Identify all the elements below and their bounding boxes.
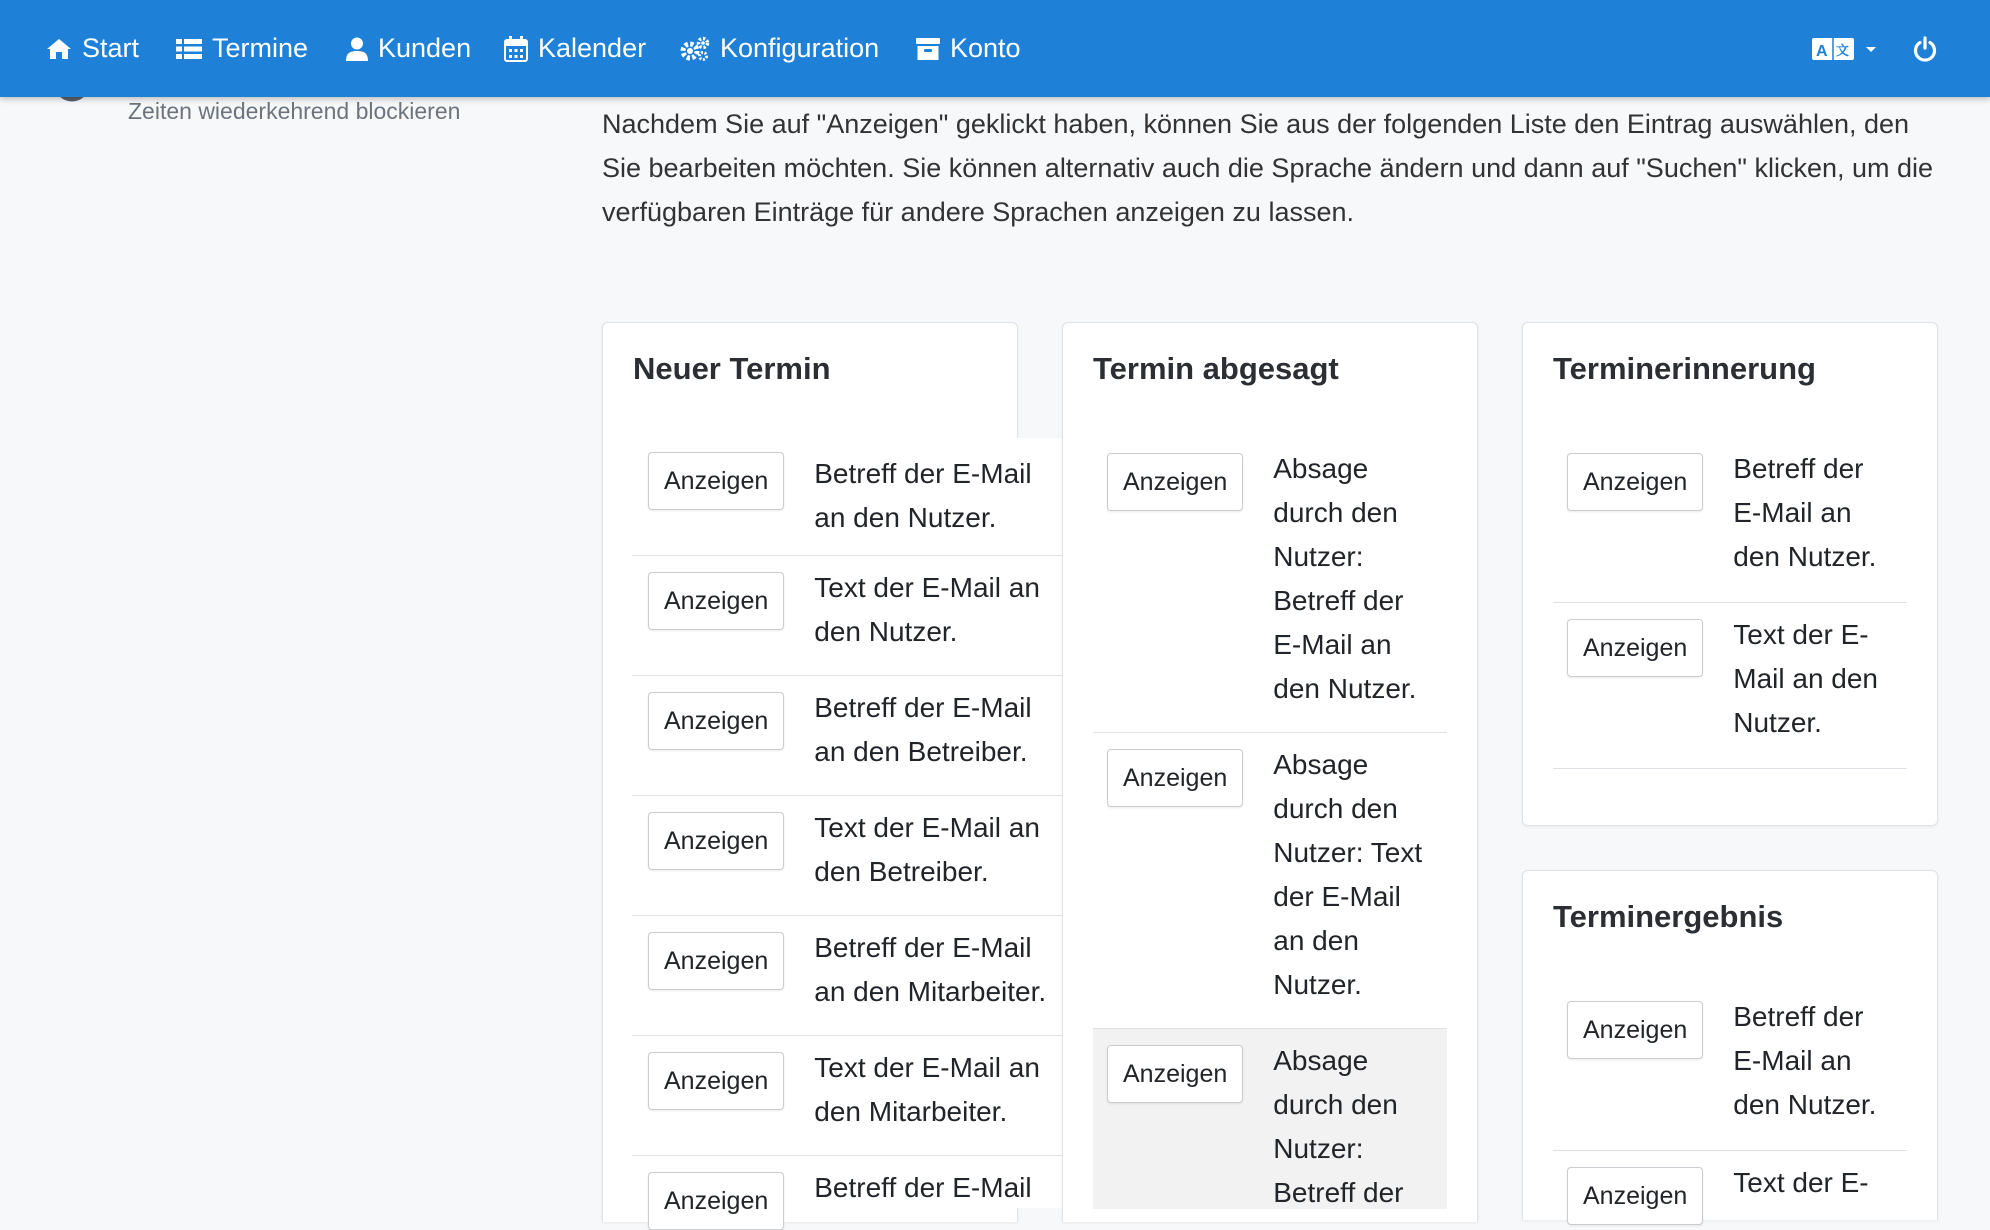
logout-button[interactable]	[1912, 0, 1938, 97]
table-row	[632, 448, 1062, 556]
show-button[interactable]: Anzeigen	[1567, 1001, 1703, 1059]
row-description: Text der E-Mail an den Nutzer.	[1733, 619, 1879, 738]
top-navbar	[0, 0, 1990, 97]
nav-kalender[interactable]	[504, 0, 646, 97]
card-termin-abgesagt	[1062, 322, 1478, 1222]
row-description: Text der E-Mail an den Mitarbeiter.	[814, 1052, 1040, 1127]
table-row	[632, 1156, 1062, 1215]
home-icon	[46, 37, 72, 61]
row-description: Text der E-Mail an den Nutzer.	[814, 572, 1040, 647]
nav-start-label: Start	[82, 33, 140, 63]
nav-kunden-label: Kunden	[378, 33, 472, 63]
nav-kalender-label: Kalender	[538, 33, 647, 63]
table-row	[632, 1036, 1062, 1156]
show-button[interactable]: Anzeigen	[648, 1052, 784, 1110]
nav-kunden[interactable]	[346, 0, 471, 97]
show-button[interactable]: Anzeigen	[1107, 749, 1243, 807]
card-terminerinnerung	[1522, 322, 1938, 826]
card-title: Terminerinnerung	[1553, 351, 1816, 386]
show-button[interactable]: Anzeigen	[648, 1172, 784, 1230]
show-button[interactable]: Anzeigen	[1567, 1167, 1703, 1225]
row-description: Betreff der E-Mail an den Mitarbeiter.	[814, 932, 1047, 1007]
row-description: Absage durch den Nutzer: Betreff der E-Mail an den Nutzer.	[1273, 453, 1417, 704]
show-button[interactable]: Anzeigen	[1567, 619, 1703, 677]
cogs-icon	[680, 36, 710, 62]
row-description: Betreff der E-Mail an den Nutzer.	[1733, 453, 1877, 572]
table-row	[632, 916, 1062, 1036]
language-dropdown[interactable]	[1812, 0, 1878, 97]
power-icon	[1912, 36, 1938, 62]
calendar-icon	[504, 36, 528, 62]
user-icon	[346, 37, 368, 61]
row-description: Betreff der E-Mail	[814, 1172, 1032, 1203]
show-button[interactable]: Anzeigen	[648, 812, 784, 870]
sidebar-item-label[interactable]: Zeiten wiederkehrend blockieren	[128, 98, 461, 124]
table-row	[1553, 449, 1907, 603]
row-description: Absage durch den Nutzer: Text der E-Mail an den Nutzer.	[1273, 749, 1423, 1000]
table-row	[632, 676, 1062, 796]
svg-text:A: A	[1816, 42, 1828, 60]
table-row	[1553, 997, 1907, 1151]
show-button[interactable]: Anzeigen	[1107, 453, 1243, 511]
table-row	[1553, 603, 1907, 769]
nav-termine[interactable]	[176, 0, 308, 97]
list-icon	[176, 38, 202, 60]
table-row	[1093, 733, 1447, 1029]
row-description: Text der E-Mail an den Betreiber.	[814, 812, 1040, 887]
table-row	[632, 796, 1062, 916]
table-row	[1093, 1029, 1447, 1209]
chevron-down-icon	[1864, 44, 1878, 54]
nav-konfiguration[interactable]	[680, 0, 879, 97]
table-row	[1553, 1151, 1907, 1211]
card-terminergebnis	[1522, 870, 1938, 1220]
show-button[interactable]: Anzeigen	[648, 932, 784, 990]
intro-text: Nachdem Sie auf "Anzeigen" geklickt haben, können Sie aus der folgenden Liste den Eintrag auswählen, den Sie bearbeiten möchten. Sie können alternativ auch die Sprache ändern und dann auf "Suchen" klicken, um die verfügbaren Einträge für andere Sprachen anzeigen zu lassen.	[602, 109, 1934, 227]
nav-konto-label: Konto	[950, 33, 1021, 63]
card-title: Neuer Termin	[633, 351, 831, 386]
row-description: Absage durch den Nutzer: Betreff der	[1273, 1045, 1404, 1208]
row-description: Text der E-	[1733, 1167, 1869, 1198]
row-description: Betreff der E-Mail an den Betreiber.	[814, 692, 1032, 767]
nav-termine-label: Termine	[212, 33, 309, 63]
show-button[interactable]: Anzeigen	[648, 692, 784, 750]
archive-icon	[916, 37, 940, 61]
row-description: Betreff der E-Mail an den Nutzer.	[814, 458, 1032, 533]
show-button[interactable]: Anzeigen	[1567, 453, 1703, 511]
card-title: Terminergebnis	[1553, 899, 1784, 934]
show-button[interactable]: Anzeigen	[648, 452, 784, 510]
svg-text:文: 文	[1836, 42, 1850, 58]
nav-start[interactable]	[46, 0, 139, 97]
row-description: Betreff der E-Mail an den Nutzer.	[1733, 1001, 1877, 1120]
card-title: Termin abgesagt	[1093, 351, 1339, 386]
nav-konfiguration-label: Konfiguration	[720, 33, 880, 63]
nav-konto[interactable]	[916, 0, 1021, 97]
table-row	[1093, 449, 1447, 733]
language-icon	[1812, 38, 1854, 60]
show-button[interactable]: Anzeigen	[1107, 1045, 1243, 1103]
table-row	[632, 556, 1062, 676]
show-button[interactable]: Anzeigen	[648, 572, 784, 630]
